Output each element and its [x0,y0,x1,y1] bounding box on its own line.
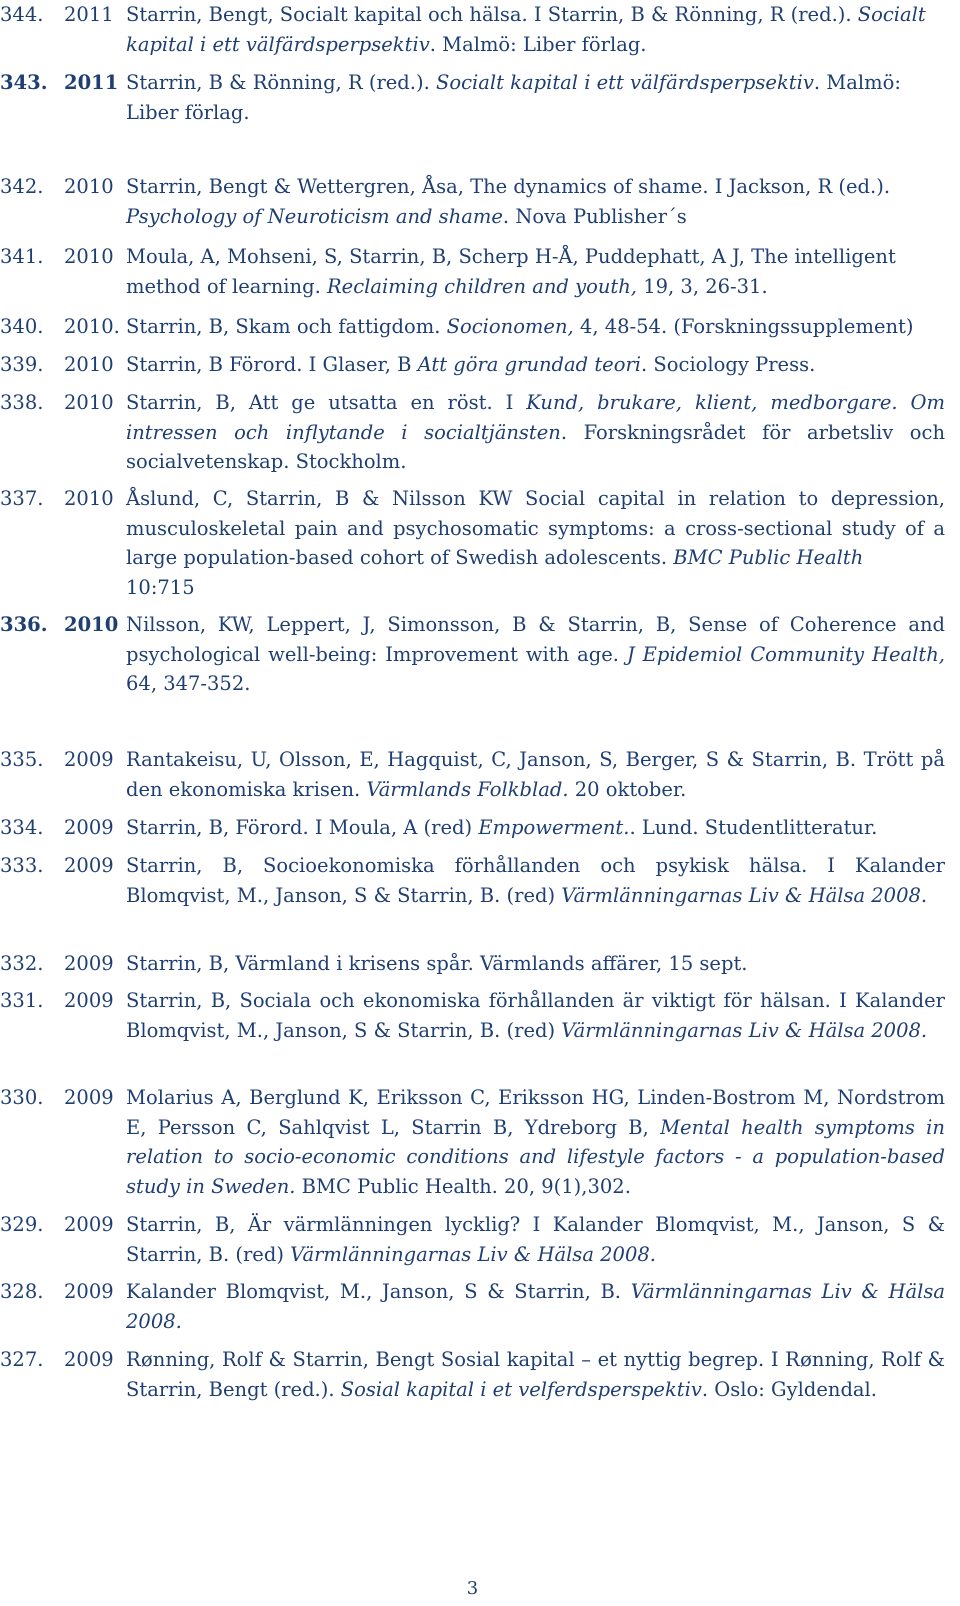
entry-text: Molarius A, Berglund K, Eriksson C, Eriksson HG, Linden-Bostrom M, Nordstrom E, Persson C, Sahlqvist L, Starrin B, Ydreborg B, Mental health symptoms in relation to socio-economic conditions and lifestyle factors - a population-based study in Sweden. BMC Public Health. 20, 9(1),302. [126,1086,945,1198]
entry-text: Nilsson, KW, Leppert, J, Simonsson, B & Starrin, B, Sense of Coherence and psychological well-being: Improvement with age. J Epidemiol Community Health, 64, 347-352. [126,613,945,695]
entry-number: 327. [0,1348,44,1371]
entry-text: Starrin, B, Att ge utsatta en röst. I Kund, brukare, klient, medborgare. Om intressen och inflytande i socialtjänsten. Forskningsrådet för arbetsliv och socialvetenskap. Stockholm. [126,391,946,473]
entry-text: Kalander Blomqvist, M., Janson, S & Starrin, B. Värmlänningarnas Liv & Hälsa 2008. [126,1280,945,1333]
entry-number: 330. [0,1086,44,1109]
entry-number: 342. [0,175,44,198]
entry-year: 2010 [64,175,114,198]
bibliography-entry [0,986,945,1045]
entry-text: Starrin, B Förord. I Glaser, B Att göra grundad teori. Sociology Press. [126,353,816,376]
bibliography-entry [0,1277,945,1336]
bibliography-entry [0,813,945,843]
entry-year: 2010 [64,613,119,636]
entry-number: 329. [0,1213,44,1236]
entry-number: 335. [0,748,44,771]
entry-text: Starrin, B, Värmland i krisens spår. Värmlands affärer, 15 sept. [126,952,748,975]
bibliography-entry [0,949,945,979]
entry-text: Starrin, B, Skam och fattigdom. Socionomen, 4, 48-54. (Forskningssupplement) [126,315,914,338]
entry-year: 2010. [64,315,120,338]
bibliography-entry [0,610,945,699]
entry-year: 2009 [64,1086,114,1109]
bibliography-entry [0,350,945,380]
entry-year: 2009 [64,952,114,975]
page-number: 3 [466,1578,479,1599]
entry-year: 2009 [64,989,114,1012]
entry-text: Moula, A, Mohseni, S, Starrin, B, Scherp H-Å, Puddephatt, A J, The intelligent method of learning. Reclaiming children and youth, 19, 3, 26-31. [126,245,896,298]
entry-year: 2010 [64,245,114,268]
bibliography-entry [0,1083,945,1201]
entry-year: 2010 [64,487,114,510]
entry-number: 332. [0,952,44,975]
entry-number: 333. [0,854,44,877]
bibliography-entry [0,484,945,602]
entry-number: 339. [0,353,44,376]
entry-number: 337. [0,487,44,510]
entry-year: 2009 [64,816,114,839]
entry-text: Starrin, B & Rönning, R (red.). Socialt kapital i ett välfärdsperpsektiv. Malmö: Liber förlag. [126,71,901,124]
entry-number: 328. [0,1280,44,1303]
bibliography-entry [0,851,945,910]
entry-number: 334. [0,816,44,839]
entry-text: Starrin, Bengt & Wettergren, Åsa, The dynamics of shame. I Jackson, R (ed.). Psychology of Neuroticism and shame. Nova Publisher´s [126,175,891,228]
entry-year: 2011 [64,71,119,94]
bibliography-entry [0,312,945,342]
entry-text: Starrin, B, Förord. I Moula, A (red) Empowerment.. Lund. Studentlitteratur. [126,816,878,839]
entry-year: 2010 [64,353,114,376]
entry-year: 2009 [64,854,114,877]
entry-text: Starrin, B, Socioekonomiska förhållanden och psykisk hälsa. I Kalander Blomqvist, M., Janson, S & Starrin, B. (red) Värmlänningarnas Liv & Hälsa 2008. [126,854,945,907]
entry-year: 2010 [64,391,114,414]
entry-text: Starrin, Bengt, Socialt kapital och hälsa. I Starrin, B & Rönning, R (red.). Socialt kapital i ett välfärdsperpsektiv. Malmö: Liber förlag. [126,3,926,56]
bibliography-entry [0,1345,945,1404]
entry-number: 338. [0,391,44,414]
bibliography-entry [0,68,945,127]
bibliography-entry [0,172,945,231]
bibliography-entry [0,388,945,477]
entry-number: 331. [0,989,44,1012]
bibliography-entry [0,1210,945,1269]
entry-text: Rantakeisu, U, Olsson, E, Hagquist, C, Janson, S, Berger, S & Starrin, B. Trött på den ekonomiska krisen. Värmlands Folkblad. 20 oktober. [126,748,945,801]
entry-year: 2011 [64,3,114,26]
entry-year: 2009 [64,1280,114,1303]
entry-number: 336. [0,613,48,636]
entry-number: 341. [0,245,44,268]
entry-number: 344. [0,3,44,26]
bibliography-entry [0,0,945,59]
bibliography-entry [0,745,945,804]
entry-year: 2009 [64,748,114,771]
entry-text: Rønning, Rolf & Starrin, Bengt Sosial kapital – et nyttig begrep. I Rønning, Rolf & Starrin, Bengt (red.). Sosial kapital i et velferdsperspektiv. Oslo: Gyldendal. [126,1348,945,1401]
entry-year: 2009 [64,1348,114,1371]
entry-year: 2009 [64,1213,114,1236]
entry-number: 340. [0,315,44,338]
entry-text: Starrin, B, Är värmlänningen lycklig? I Kalander Blomqvist, M., Janson, S & Starrin, B. (red) Värmlänningarnas Liv & Hälsa 2008. [126,1213,945,1266]
entry-text: Åslund, C, Starrin, B & Nilsson KW Social capital in relation to depression, musculoskeletal pain and psychosomatic symptoms: a cross-sectional study of a large population-based cohort of Swedish adolescents. BMC Public Health 10:715 [126,487,945,599]
entry-text: Starrin, B, Sociala och ekonomiska förhållanden är viktigt för hälsan. I Kalander Blomqvist, M., Janson, S & Starrin, B. (red) Värmlänningarnas Liv & Hälsa 2008. [126,989,945,1042]
entry-number: 343. [0,71,48,94]
bibliography-entry [0,242,945,301]
